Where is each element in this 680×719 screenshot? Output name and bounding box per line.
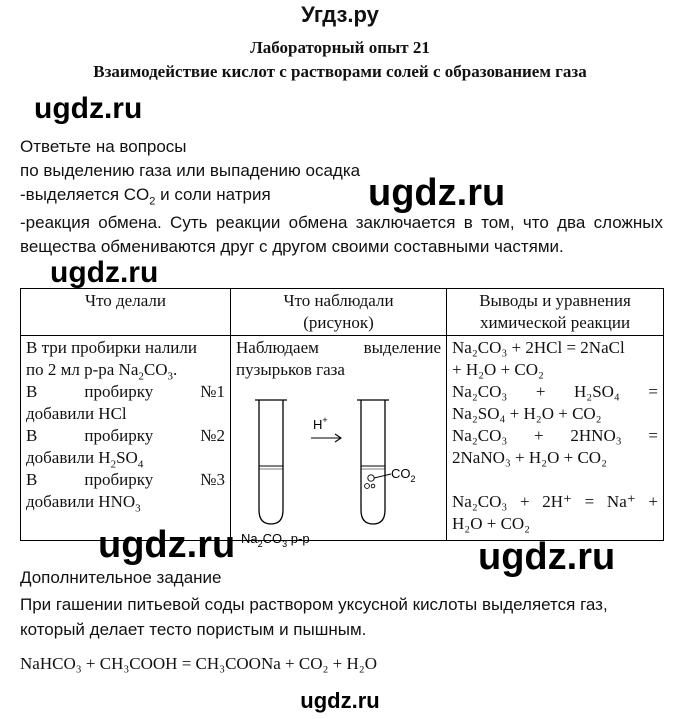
equation-line: Na₂CO₃ + 2HCl = 2NaCl (452, 338, 625, 357)
watermark: ugdz.ru (300, 688, 380, 713)
extra-task-equation: NaHCO₃ + CH₃COOH = CH₃COONa + CO₂ + H₂O (20, 654, 377, 673)
arrow-label: H+ (313, 415, 328, 432)
equation-line: Na₂CO₃ + 2H⁺ = Na⁺ + (452, 492, 658, 511)
gas-label: $CO_2$ (391, 466, 416, 484)
table-header: Что делали (21, 289, 231, 336)
cell-line: по 2 мл р-ра $Na_2CO_3$. (26, 360, 178, 383)
cell-line: В пробирку №1 (26, 382, 225, 401)
test-tube-drawing (231, 382, 447, 549)
extra-task-text: который делает тесто пористым и пышным. (20, 620, 367, 639)
page-subtitle: Взаимодействие кислот с растворами солей с образованием газа (93, 62, 587, 81)
cell-line: В три пробирки налили (26, 338, 197, 357)
watermark: ugdz.ru (368, 172, 506, 214)
watermark: ugdz.ru (478, 536, 616, 578)
table-header-row (21, 289, 664, 336)
answer-line: Ответьте на вопросы (20, 137, 187, 156)
site-title: Угдз.ру (301, 2, 379, 27)
extra-task-title: Дополнительное задание (20, 568, 222, 587)
equation-line: Na₂SO₄ + H₂O + CO₂ (452, 404, 602, 423)
answer-line: -реакция обмена. Суть реакции обмена заключается в том, что два сложных (20, 213, 663, 232)
watermark: ugdz.ru (50, 256, 159, 289)
extra-task-text: При гашении питьевой соды раствором уксусной кислоты выделяется газ, (20, 595, 608, 614)
test-tube-right-icon (357, 400, 391, 524)
equation-line: Na₂CO₃ + 2HNO₃ = (452, 426, 658, 445)
solution-label: $Na_2CO_3$ р-р (241, 531, 310, 549)
test-tube-left-icon (255, 400, 287, 524)
table-cell-conclusions (447, 336, 664, 541)
cell-line: В пробирку №2 (26, 426, 225, 445)
watermark: ugdz.ru (98, 524, 236, 566)
cell-line: Наблюдаем выделение (236, 338, 441, 357)
table-header: Выводы и уравнения химической реакции (447, 289, 664, 336)
cell-line: пузырьков газа (236, 360, 345, 379)
equation-line: H₂O + CO₂ (452, 514, 531, 533)
cell-line: добавили $H_2SO_4$ (26, 448, 144, 471)
table-row (21, 336, 664, 541)
equation-line: + H₂O + CO₂ (452, 360, 544, 379)
answer-line: вещества обмениваются друг с другом своими составными частями. (20, 237, 564, 256)
cell-line: В пробирку №3 (26, 470, 225, 489)
spacer (452, 469, 658, 491)
table-header: Что наблюдали (рисунок) (231, 289, 447, 336)
table-cell-observations (231, 336, 447, 549)
page-title: Лабораторный опыт 21 (250, 38, 430, 57)
cell-line: добавили $HNO_3$ (26, 492, 141, 515)
equation-line: Na₂CO₃ + H₂SO₄ = (452, 382, 658, 401)
answer-line: -выделяется $CO_2$ и соли натрия (20, 185, 271, 208)
arrow-icon (311, 434, 341, 442)
cell-line: добавили HCl (26, 404, 127, 423)
watermark: ugdz.ru (34, 92, 143, 125)
equation-line: 2NaNO₃ + H₂O + CO₂ (452, 448, 608, 467)
answer-line: по выделению газа или выпадению осадка (20, 161, 361, 180)
table-cell-actions (21, 336, 231, 541)
